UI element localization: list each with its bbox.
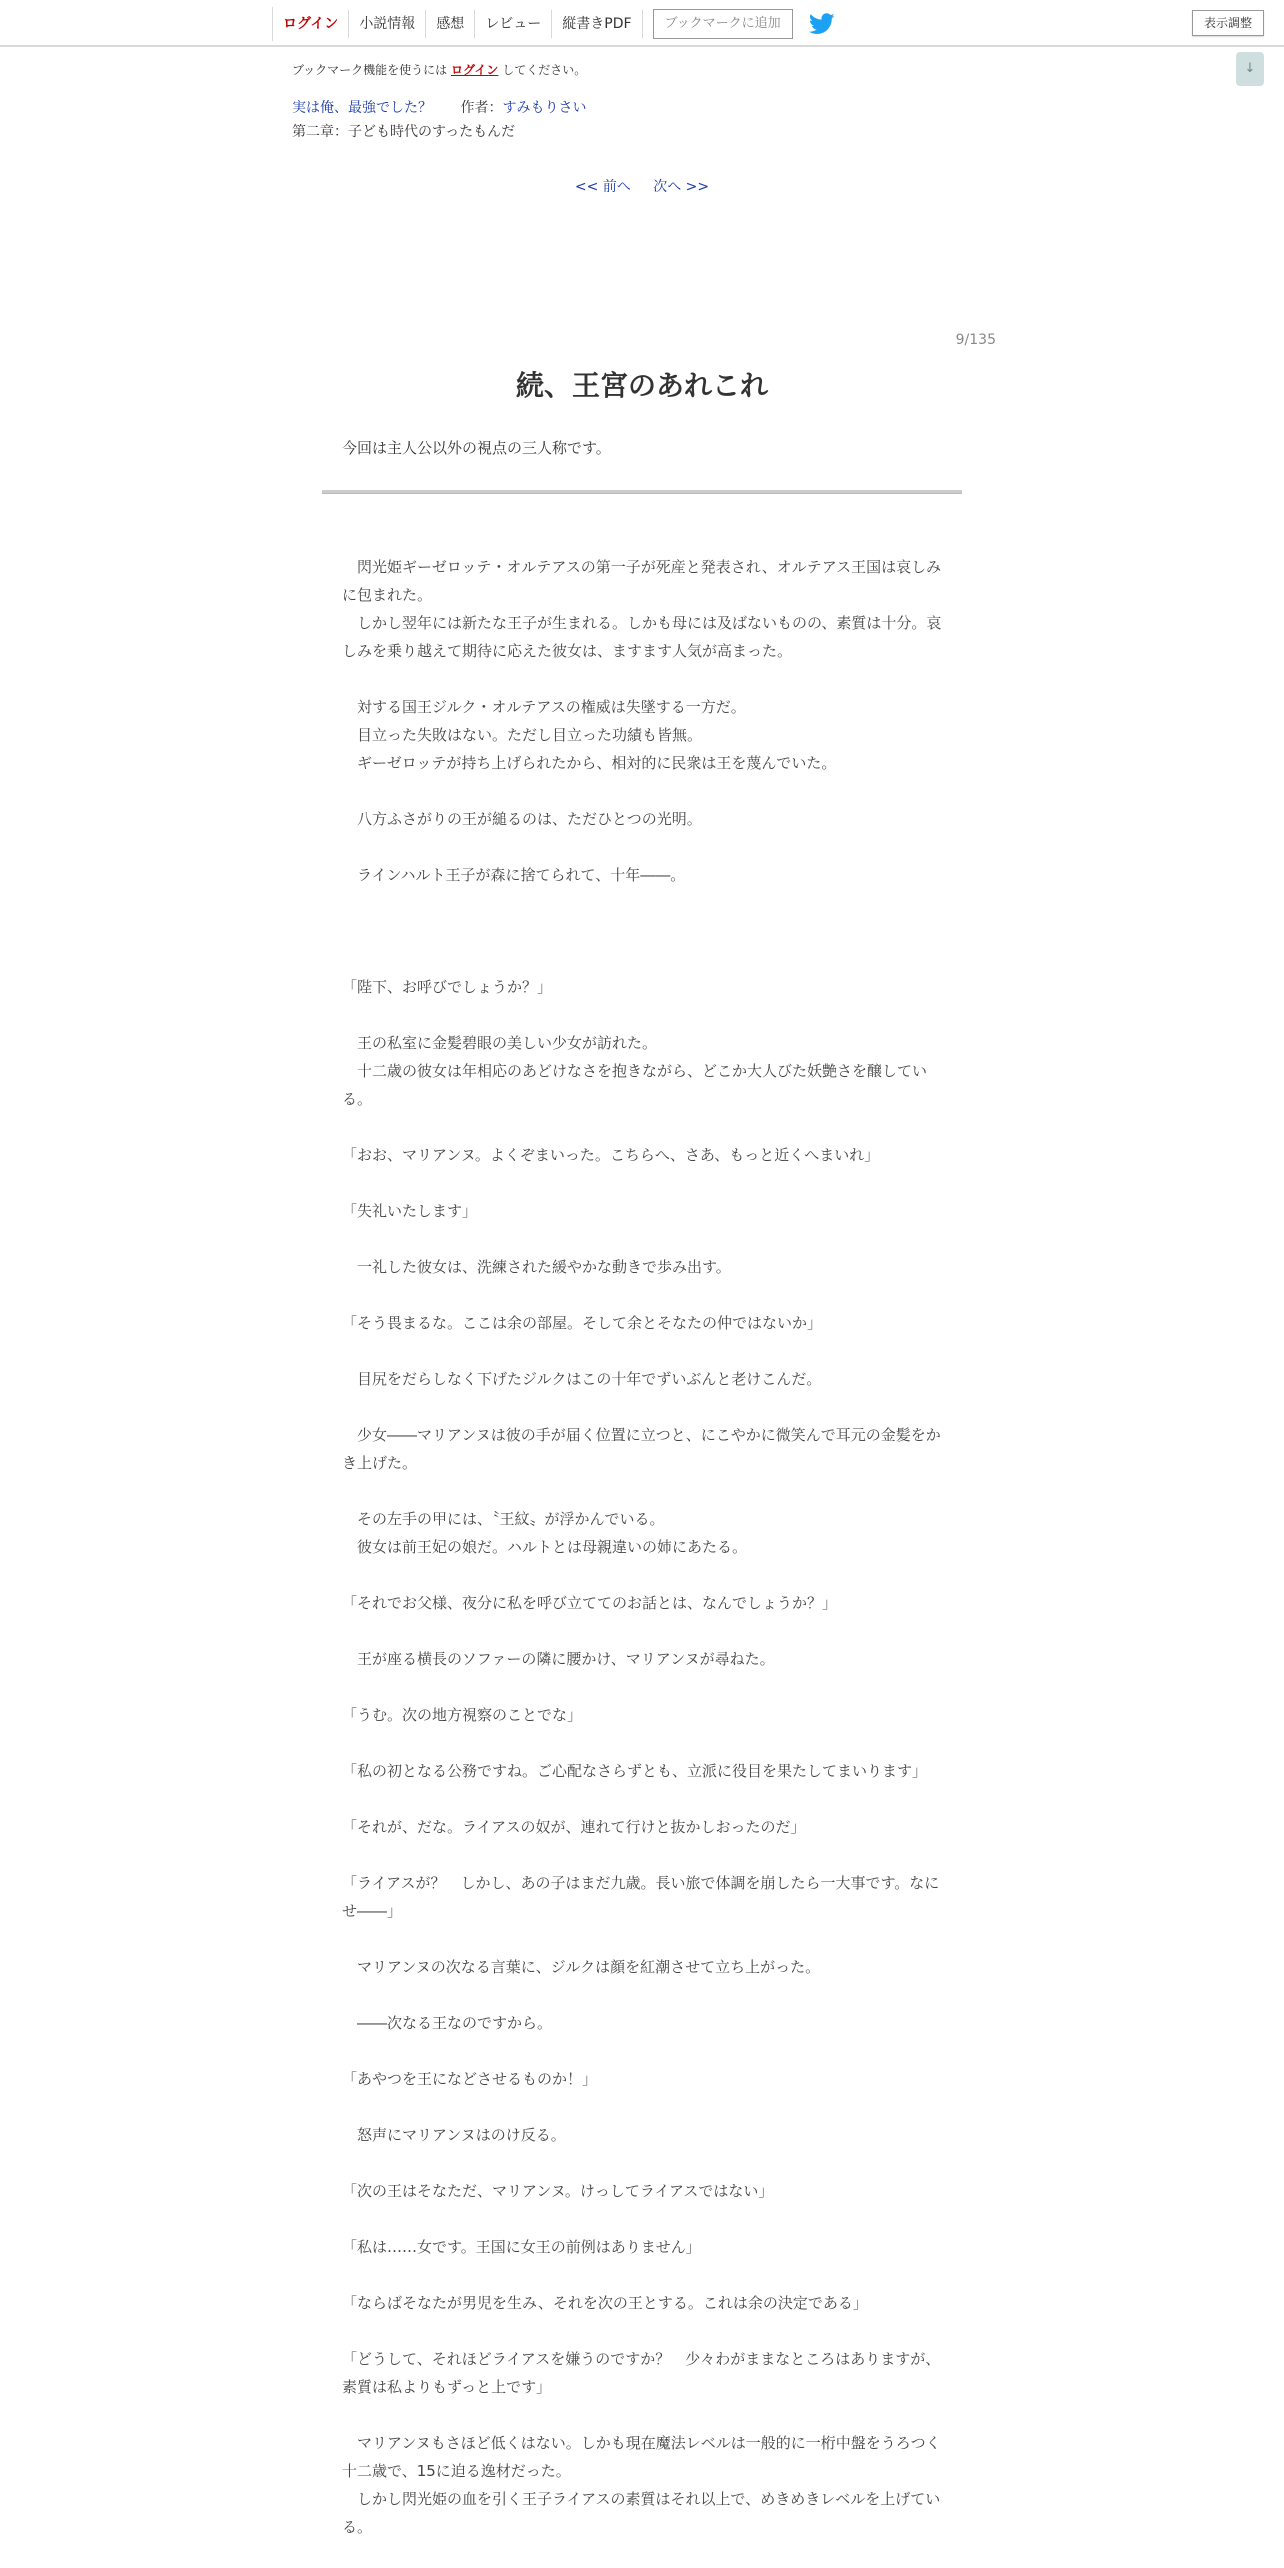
body-paragraph: 「あやつを王になどさせるものか！」 <box>342 2070 598 2088</box>
body-paragraph: 「次の王はそなただ、マリアンヌ。けっしてライアスではない」 <box>342 2182 774 2200</box>
blank-line <box>342 889 942 917</box>
body-paragraph: 「うむ。次の地方視察のことでな」 <box>342 1706 583 1724</box>
body-paragraph: 少女――マリアンヌは彼の手が届く位置に立つと、にこやかに微笑んで耳元の金髪をかき上げた。 <box>342 1426 941 1472</box>
episode-pager <box>0 176 1284 196</box>
bookmark-note <box>292 61 586 78</box>
twitter-icon[interactable] <box>809 13 835 35</box>
top-navbar <box>0 0 1284 47</box>
novel-info-line <box>292 97 586 117</box>
body-paragraph: 「ライアスが？ しかし、あの子はまだ九歳。長い旅で体調を崩したら一大事です。なにせ――」 <box>342 1874 940 1920</box>
body-paragraph: ラインハルト王子が森に捨てられて、十年――。 <box>342 866 686 884</box>
body-paragraph: 王が座る横長のソファーの隣に腰かけ、マリアンヌが尋ねた。 <box>342 1650 775 1668</box>
body-paragraph: 目立った失敗はない。ただし目立った功績も皆無。 <box>342 726 703 744</box>
blank-line <box>342 2261 942 2289</box>
bookmark-note-prefix: ブックマーク機能を使うには <box>292 63 448 77</box>
nav-impressions[interactable]: 感想 <box>426 10 475 38</box>
blank-line <box>342 2037 942 2065</box>
body-paragraph: しかし閃光姫の血を引く王子ライアスの素質はそれ以上で、めきめきレベルを上げている。 <box>342 2490 941 2536</box>
body-paragraph: しかし翌年には新たな王子が生まれる。しかも母には及ばないものの、素質は十分。哀しみを乗り越えて期待に応えた彼女は、ますます人気が高まった。 <box>342 614 942 660</box>
blank-line <box>342 2093 942 2121</box>
body-paragraph: 十二歳の彼女は年相応のあどけなさを抱きながら、どこか大人びた妖艶さを醸している。 <box>342 1062 928 1108</box>
blank-line <box>342 665 942 693</box>
blank-line <box>342 1393 942 1421</box>
body-paragraph: 「ならばそなたが男児を生み、それを次の王とする。これは余の決定である」 <box>342 2294 868 2312</box>
blank-line <box>342 1561 942 1589</box>
blank-line <box>342 1841 942 1869</box>
episode-title: 続、王宮のあれこれ <box>515 369 768 402</box>
body-paragraph: 八方ふさがりの王が縋るのは、ただひとつの光明。 <box>342 810 702 828</box>
episode-counter: 9/135 <box>955 332 996 348</box>
body-paragraph: 目尻をだらしなく下げたジルクはこの十年でずいぶんと老けこんだ。 <box>342 1370 822 1388</box>
blank-line <box>342 2317 942 2345</box>
bookmark-note-suffix: してください。 <box>502 63 587 77</box>
bookmark-login-link[interactable]: ログイン <box>451 63 499 77</box>
blank-line <box>342 1169 942 1197</box>
nav-review[interactable]: レビュー <box>475 10 552 38</box>
blank-line <box>342 2149 942 2177</box>
nav-novel-info[interactable]: 小説情報 <box>349 10 426 38</box>
novel-title-link[interactable]: 実は俺、最強でした？ <box>292 100 432 116</box>
scroll-down-button[interactable]: ↓ <box>1236 52 1264 86</box>
blank-line <box>342 777 942 805</box>
episode-preface: 今回は主人公以外の視点の三人称です。 <box>342 439 611 457</box>
nav-vertical-pdf[interactable]: 縦書きPDF <box>552 10 642 38</box>
chapter-title: 第二章：子ども時代のすったもんだ <box>292 124 516 140</box>
blank-line <box>342 2401 942 2429</box>
body-paragraph: 「どうして、それほどライアスを嫌うのですか？ 少々わがままなところはありますが、素質は私よりもずっと上です」 <box>342 2350 941 2396</box>
author-label: 作者： <box>460 100 503 116</box>
nav-menu <box>272 7 835 41</box>
blank-line <box>342 1113 942 1141</box>
blank-line <box>342 1337 942 1365</box>
blank-line <box>342 1001 942 1029</box>
body-paragraph: 「それでお父様、夜分に私を呼び立ててのお話とは、なんでしょうか？」 <box>342 1594 838 1612</box>
body-paragraph: 対する国王ジルク・オルテアスの権威は失墜する一方だ。 <box>342 698 746 716</box>
body-paragraph: 王の私室に金髪碧眼の美しい少女が訪れた。 <box>342 1034 658 1052</box>
blank-line <box>342 1729 942 1757</box>
blank-line <box>342 1785 942 1813</box>
display-settings-button[interactable]: 表示調整 <box>1192 10 1264 36</box>
nav-login[interactable]: ログイン <box>273 10 349 38</box>
blank-line <box>342 1617 942 1645</box>
add-bookmark-button[interactable]: ブックマークに追加 <box>653 9 793 39</box>
body-paragraph: 「私は……女です。王国に女王の前例はありません」 <box>342 2238 701 2256</box>
body-paragraph: 「そう畏まるな。ここは余の部屋。そして余とそなたの仲ではないか」 <box>342 1314 823 1332</box>
body-paragraph: 「失礼いたします」 <box>342 1202 478 1220</box>
novel-body <box>342 553 942 2541</box>
blank-line <box>342 1925 942 1953</box>
body-paragraph: 閃光姫ギーゼロッテ・オルテアスの第一子が死産と発表され、オルテアス王国は哀しみに包まれた。 <box>342 558 942 604</box>
body-paragraph: マリアンヌの次なる言葉に、ジルクは顔を紅潮させて立ち上がった。 <box>342 1958 821 1976</box>
blank-line <box>342 945 942 973</box>
body-paragraph: 「おお、マリアンヌ。よくぞまいった。こちらへ、さあ、もっと近くへまいれ」 <box>342 1146 880 1164</box>
preface-divider <box>322 490 962 494</box>
body-paragraph: ギーゼロッテが持ち上げられたから、相対的に民衆は王を蔑んでいた。 <box>342 754 837 772</box>
blank-line <box>342 917 942 945</box>
blank-line <box>342 1981 942 2009</box>
body-paragraph: 「私の初となる公務ですね。ご心配なさらずとも、立派に役目を果たしてまいります」 <box>342 1762 928 1780</box>
prev-episode-link[interactable]: << 前へ <box>574 179 631 195</box>
blank-line <box>342 1673 942 1701</box>
body-paragraph: ――次なる王なのですから。 <box>342 2014 553 2032</box>
body-paragraph: 彼女は前王妃の娘だ。ハルトとは母親違いの姉にあたる。 <box>342 1538 748 1556</box>
body-paragraph: その左手の甲には、〝王紋〟が浮かんでいる。 <box>342 1510 665 1528</box>
blank-line <box>342 1225 942 1253</box>
body-paragraph: 怒声にマリアンヌはのけ反る。 <box>342 2126 566 2144</box>
next-episode-link[interactable]: 次へ >> <box>653 179 710 195</box>
author-link[interactable]: すみもりさい <box>502 100 587 116</box>
body-paragraph: 「陛下、お呼びでしょうか？」 <box>342 978 553 996</box>
body-paragraph: 「それが、だな。ライアスの奴が、連れて行けと抜かしおったのだ」 <box>342 1818 806 1836</box>
body-paragraph: 一礼した彼女は、洗練された緩やかな動きで歩み出す。 <box>342 1258 731 1276</box>
blank-line <box>342 1281 942 1309</box>
body-paragraph: マリアンヌもさほど低くはない。しかも現在魔法レベルは一般的に一桁中盤をうろつく十二歳で、15に迫る逸材だった。 <box>342 2434 941 2480</box>
blank-line <box>342 2205 942 2233</box>
blank-line <box>342 1477 942 1505</box>
blank-line <box>342 833 942 861</box>
